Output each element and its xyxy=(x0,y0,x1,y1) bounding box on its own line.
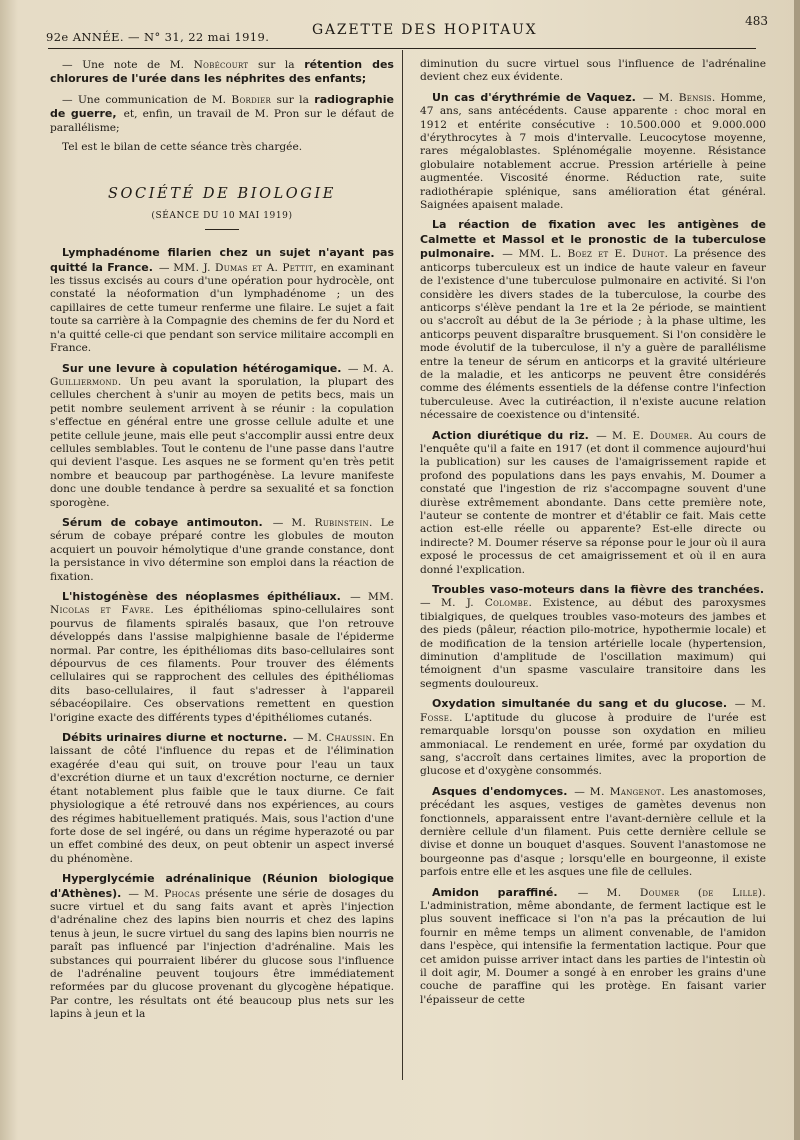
abstract-title: Sérum de cobaye antimouton. xyxy=(62,515,263,529)
abstract-text: présente une série de dosages du sucre virtuel et du sang faits avant et après l'injection d'adrénaline chez des lapins bien nourris et chez des lapins tenus à jeun, le sucre virtuel du sang des lapins bien nourris ne paraît pas influencé par l'injection d'adrénaline. Mais les substances qui pourraient libérer du glucose sous l'influence de l'adrénaline peuvent toujours être immédiatement reformées par du glucose provenant du glycogène hépatique. Par contre, les résultats ont été beaucoup plus nets sur les lapins à jeun et la xyxy=(50,887,394,1021)
journal-title: GAZETTE DES HOPITAUX xyxy=(312,22,538,38)
column-separator xyxy=(402,50,403,1080)
abstract-entry: La réaction de fixation avec les antigènes de Calmette et Massol et le pronostic de la tuberculose pulmonaire. — MM. L. Boez et E. Duhot. La présence des anticorps tuberculeux est un indice de haute valeur en faveur de l'existence d'une tuberculose pulmonaire en activité. Si l'on considère les divers stades de la tuberculose, la courbe des anticorps s'élève pendant la 1re et la 2e période, se maintient ou s'accroît au début de la 3e période ; à la phase ultime, les anticorps peuvent disparaître brusquement. Si l'on considère le mode évolutif de la tuberculose, il n'y a guère de parallélisme entre la teneur de sérum en anticorps et la gravité ultérieure de la maladie, et les anticorps ne peuvent être considérés comme des éléments essentiels de la défense contre l'infection tuberculeuse. Avec la cutiréaction, il n'existe aucune relation nécessaire de coexistence ou d'intensité. xyxy=(420,218,766,422)
page-number: 483 xyxy=(745,14,768,28)
abstract-text: Au cours de l'enquête qu'il a faite en 1917 (et dont il commence aujourd'hui la publication) sur les causes de l'amaigrissement rapide et profond des populations dans les pays envahis, M. Doumer a constaté que l'ingestion de riz s'accompagne souvent d'une diurèse extrêmement abondante. Dans cette première note, l'auteur se contente de montrer et d'établir ce fait. Mais cette action est-elle réelle ou apparente? Est-elle directe ou indirecte? M. Doumer réserve sa réponse pour le jour où il aura exposé le processus de cet amaigrissement et où il en aura donné l'explication. xyxy=(420,429,767,576)
closing-line: Tel est le bilan de cette séance très chargée. xyxy=(62,141,303,154)
right-column xyxy=(420,58,766,1013)
abstract-entry: Amidon paraffiné. — M. Doumer (de Lille). L'administration, même abondante, de ferment lactique est le plus souvent inefficace si l'on n'a pas la précaution de lui fournir en même temps un aliment convenable, de l'amidon dans l'espèce, qui intensifie la fermentation lactique. Pour que cet amidon puisse arriver intact dans les parties de l'intestin où il doit agir, M. Doumer a songé à en enrober les grains d'une couche de paraffine qui les protège. En faisant varier l'épaisseur de cette xyxy=(420,885,766,1006)
abstract-authors: M. E. Doumer. xyxy=(612,429,693,442)
section-rule xyxy=(205,229,239,230)
abstract-entry: L'histogénèse des néoplasmes épithéliaux. — MM. Nicolas et Favre. Les épithéliomas spino-cellulaires sont pourvus de filaments spiralés basaux, que l'on retrouve développés dans l'assise malpighienne basale de l'épiderme normal. Par contre, les épithéliomas dits baso-cellulaires sont dépourvus de ces filaments. Pour trouver des éléments cellulaires qui se rapprochent des cellules des épithéliomas dits baso-cellulaires, il faut s'adresser à l'appareil sébacéopilaire. Ces observations remettent en question l'origine exacte des différents types d'épithéliomes cutanés. xyxy=(50,590,394,724)
intro-author: Bordier xyxy=(231,93,272,106)
intro-text: sur la xyxy=(248,59,305,71)
intro-note-1 xyxy=(50,58,394,87)
abstract-authors: M. Fosse. xyxy=(420,698,766,724)
abstract-authors: M. Phocas xyxy=(144,887,201,900)
continuation-text: diminution du sucre virtuel sous l'influence de l'adrénaline devient chez eux évidente. xyxy=(420,58,766,84)
abstract-entry: Un cas d'érythrémie de Vaquez. — M. Bensis. Homme, 47 ans, sans antécédents. Cause apparente : choc moral en 1912 et entérite consécutive : 10.500.000 et 9.000.000 d'érythrocytes à 7 mois d'intervalle. Leucocytose moyenne, rares mégaloblastes. Splénomégalie moyenne. Résistance globulaire notablement accrue. Pression artérielle à peine augmentée. Viscosité énorme. Réduction rate, suite radiothérapie splénique, sans amélioration état général. Saignées apaisent malade. xyxy=(420,90,766,212)
intro-topic: radiographie de guerre, xyxy=(50,92,394,121)
abstract-text: Le sérum de cobaye préparé contre les globules de mouton acquiert un pouvoir hémolytique d'une grande constance, dont la persistance in vivo détermine son emploi dans la réaction de fixation. xyxy=(50,516,394,583)
abstract-entry: Débits urinaires diurne et nocturne. — M. Chaussin. En laissant de côté l'influence du repas et de l'élimination exagérée d'eau qui suit, on trouve pour l'eau un taux d'excrétion diurne et un taux d'excrétion nocturne, ce dernier étant notablement plus faible que le taux diurne. Ce fait physiologique a été retrouvé dans nos expériences, au cours des régimes habituellement pratiqués. Mais, sous l'action d'une forte dose de sel ingéré, ou dans un régime hyperazoté ou par un effet combiné des deux, on peut obtenir un aspect inversé du phénomène. xyxy=(50,731,394,865)
intro-author: Nobécourt xyxy=(193,59,249,71)
abstract-title: Oxydation simultanée du sang et du glucose. xyxy=(432,697,728,711)
abstract-authors: MM. L. Boez et E. Duhot. xyxy=(518,248,669,261)
abstract-authors: MM. J. Dumas et A. Pettit, xyxy=(173,261,317,274)
abstract-authors: M. J. Colombe. xyxy=(441,597,533,610)
abstract-authors: M. Rubinstein. xyxy=(291,516,373,529)
abstract-entry: Asques d'endomyces. — M. Mangenot. Les anastomoses, précédant les asques, vestiges de gamètes devenus non fonctionnels, apparaissent entre l'avant-dernière cellule et la dernière cellule d'un filament. Puis cette dernière cellule se divise et donne un bouquet d'asques. Souvent l'anastomose ne bourgeonne pas d'asque ; lorsqu'elle en bourgeonne, il existe parfois entre elle et les asques une file de cellules. xyxy=(420,784,766,879)
abstract-title: Amidon paraffiné. xyxy=(432,885,558,899)
abstract-text: L'administration, même abondante, de ferment lactique est le plus souvent inefficace si l'on n'a pas la précaution de lui fournir en même temps un aliment convenable, de l'amidon dans l'espèce, qui intensifie la fermentation lactique. Pour que cet amidon puisse arriver intact dans les parties de l'intestin où il doit agir, M. Doumer a songé à en enrober les grains d'une couche de paraffine qui les protège. En faisant varier l'épaisseur de cette xyxy=(420,899,766,1006)
left-column xyxy=(50,58,394,1028)
issue-line: 92e ANNÉE. — N° 31, 22 mai 1919. xyxy=(46,30,270,44)
abstract-title: Hyperglycémie adrénalinique (Réunion biologique d'Athènes). xyxy=(50,872,394,900)
abstract-title: Lymphadénome filarien chez un sujet n'ayant pas quitté la France. xyxy=(50,246,394,274)
intro-text: et, enfin, un travail de M. Pron sur le défaut de parallélisme; xyxy=(50,108,394,134)
abstract-text: Les anastomoses, précédant les asques, vestiges de gamètes devenus non fonctionnels, apparaissent entre l'avant-dernière cellule et la dernière cellule d'un filament. Puis cette dernière cellule se divise et donne un bouquet d'asques. Souvent l'anastomose ne bourgeonne pas d'asque ; lorsqu'elle en bourgeonne, il existe parfois entre elle et les asques une file de cellules. xyxy=(420,785,766,879)
abstract-entry: Lymphadénome filarien chez un sujet n'ayant pas quitté la France. — MM. J. Dumas et A. Pettit, en examinant les tissus excisés au cours d'une opération pour hydrocèle, ont constaté la néoformation d'un lymphadénome ; un des capillaires de cette tumeur renferme une filaire. Le sujet a fait toute sa carrière à la Compagnie des chemins de fer du Nord et n'a quitté celle-ci que pendant son service militaire accompli en France. xyxy=(50,246,394,355)
abstract-entry: Sérum de cobaye antimouton. — M. Rubinstein. Le sérum de cobaye préparé contre les globules de mouton acquiert un pouvoir hémolytique d'une grande constance, dont la persistance in vivo détermine son emploi dans la réaction de fixation. xyxy=(50,515,394,583)
abstract-text: Homme, 47 ans, sans antécédents. Cause apparente : choc moral en 1912 et entérite consécutive : 10.500.000 et 9.000.000 d'érythrocytes à 7 mois d'intervalle. Leucocytose moyenne, rares mégaloblastes. Splénomégalie moyenne. Résistance globulaire notablement accrue. Pression artérielle à peine augmentée. Viscosité énorme. Réduction rate, suite radiothérapie splénique, sans amélioration état général. Saignées apaisent malade. xyxy=(420,91,766,212)
abstract-title: Sur une levure à copulation hétérogamique. xyxy=(62,361,342,375)
abstract-title: Débits urinaires diurne et nocturne. xyxy=(62,731,288,745)
abstract-text: L'aptitude du glucose à produire de l'urée est remarquable lorsqu'on pousse son oxydation en milieu ammoniacal. Le rendement en urée, formé par oxydation du sang, s'accroît dans certaines limites, avec la proportion de glucose et d'oxygène consommés. xyxy=(420,711,766,778)
abstract-authors: M. Chaussin. xyxy=(307,732,376,745)
intro-note-2 xyxy=(50,93,394,135)
running-header xyxy=(40,14,780,50)
abstract-text: En laissant de côté l'influence du repas et de l'élimination exagérée d'eau qui suit, on trouve pour l'eau un taux d'excrétion diurne et un taux d'excrétion nocturne, ce dernier étant notablement plus faible que le taux diurne. Ce fait physiologique a été retrouvé dans nos expériences, au cours des régimes habituellement pratiqués. Mais, sous l'action d'une forte dose de sel ingéré, ou dans un régime hyperazoté ou par un effet combiné des deux, on peut obtenir un aspect inversé du phénomène. xyxy=(50,732,394,865)
abstract-text: Les épithéliomas spino-cellulaires sont pourvus de filaments spiralés basaux, que l'on retrouve développés dans l'assise malpighienne basale de l'épiderme normal. Par contre, les épithéliomas dits baso-cellulaires sont dépourvus de ces filaments. Pour trouver des éléments cellulaires qui se rapprochent des cellules des épithéliomas dits baso-cellulaires, il faut s'adresser à l'appareil sébacéopilaire. Ces observations remettent en question l'origine exacte des différents types d'épithéliomes cutanés. xyxy=(50,604,394,724)
intro-text: sur la xyxy=(271,93,315,106)
abstract-title: Un cas d'érythrémie de Vaquez. xyxy=(432,90,636,104)
abstract-entry: Sur une levure à copulation hétérogamique. — M. A. Guilliermond. Un peu avant la sporulation, la plupart des cellules cherchent à s'unir au moyen de petits becs, mais un petit nombre seulement arrivent à se réunir : la copulation s'effectue en général entre une grosse cellule adulte et une petite cellule jeune, mais elle peut s'accomplir aussi entre deux cellules semblables. Tout le contenu de l'une passe dans l'autre qui devient l'asque. Les asques ne se forment qu'en très petit nombre et beaucoup par parthogénèse. La levure manifeste donc une double tendance à perdre sa sexualité et sa fonction sporogène. xyxy=(50,361,394,509)
abstract-authors: M. A. Guilliermond. xyxy=(50,362,394,388)
abstract-authors: MM. Nicolas et Favre. xyxy=(50,591,394,617)
abstract-text: en examinant les tissus excisés au cours d'une opération pour hydrocèle, ont constaté la néoformation d'un lymphadénome ; un des capillaires de cette tumeur renferme une filaire. Le sujet a fait toute sa carrière à la Compagnie des chemins de fer du Nord et n'a quitté celle-ci que pendant son service militaire accompli en France. xyxy=(50,261,394,355)
page-edge xyxy=(794,0,800,1140)
abstract-entry: Troubles vaso-moteurs dans la fièvre des tranchées. — M. J. Colombe. Existence, au début des paroxysmes tibialgiques, de quelques troubles vaso-moteurs des jambes et des pieds (pâleur, réaction pilo-motrice, hypothermie locale) et de modification de la tension artérielle locale (hypertension, diminution d'amplitude de l'oscillation maximum) qui témoignent d'un spasme vasculaire transitoire dans les segments douloureux. xyxy=(420,583,766,690)
abstract-entry: Oxydation simultanée du sang et du glucose. — M. Fosse. L'aptitude du glucose à produire de l'urée est remarquable lorsqu'on pousse son oxydation en milieu ammoniacal. Le rendement en urée, formé par oxydation du sang, s'accroît dans certaines limites, avec la proportion de glucose et d'oxygène consommés. xyxy=(420,697,766,778)
abstract-text: Existence, au début des paroxysmes tibialgiques, de quelques troubles vaso-moteurs des jambes et des pieds (pâleur, réaction pilo-motrice, hypothermie locale) et de modification de la tension artérielle locale (hypertension, diminution d'amplitude de l'oscillation maximum) qui témoignent d'un spasme vasculaire transitoire dans les segments douloureux. xyxy=(420,597,766,690)
abstract-text: Un peu avant la sporulation, la plupart des cellules cherchent à s'unir au moyen de petits becs, mais un petit nombre seulement arrivent à se réunir : la copulation s'effectue en général entre une grosse cellule adulte et une petite cellule jeune, mais elle peut s'accomplir aussi entre deux cellules semblables. Tout le contenu de l'une passe dans l'autre qui devient l'asque. Les asques ne se forment qu'en très petit nombre et beaucoup par parthogénèse. La levure manifeste donc une double tendance à perdre sa sexualité et sa fonction sporogène. xyxy=(50,375,394,509)
intro-topic: rétention des chlorures de l'urée dans les néphrites des enfants; xyxy=(50,58,394,86)
abstract-text: La présence des anticorps tuberculeux est un indice de haute valeur en faveur de l'existence d'une tuberculose pulmonaire en activité. Si l'on considère les divers stades de la tuberculose, la courbe des anticorps s'élève pendant la 1re et la 2e période, se maintient ou s'accroît au début de la 3e période ; à la phase ultime, les anticorps peuvent disparaître brusquement. Si l'on considère le mode évolutif de la tuberculose, il n'y a guère de parallélisme entre la teneur de sérum en anticorps et la gravité ultérieure de la maladie, et les anticorps ne peuvent être considérés comme des éléments essentiels de la défense contre l'infection tuberculeuse. Avec la cutiréaction, il n'existe aucune relation nécessaire de coexistence ou d'intensité. xyxy=(420,248,766,422)
abstract-title: Asques d'endomyces. xyxy=(432,784,568,798)
abstract-title: Action diurétique du riz. xyxy=(432,428,589,442)
abstract-authors: M. Bensis. xyxy=(658,91,716,104)
intro-text: — Une note de M. xyxy=(62,59,194,71)
abstract-title: La réaction de fixation avec les antigènes de Calmette et Massol et le pronostic de la tuberculose pulmonaire. xyxy=(420,218,766,261)
section-title: SOCIÉTÉ DE BIOLOGIE xyxy=(108,186,336,203)
abstract-authors: M. Doumer (de Lille). xyxy=(606,886,766,899)
abstract-title: L'histogénèse des néoplasmes épithéliaux. xyxy=(62,590,341,603)
header-rule xyxy=(48,48,756,49)
abstract-authors: M. Mangenot. xyxy=(589,785,666,798)
intro-text: — Une communication de M. xyxy=(62,93,232,106)
abstract-entry: Action diurétique du riz. — M. E. Doumer. Au cours de l'enquête qu'il a faite en 1917 (et dont il commence aujourd'hui la publication) sur les causes de l'amaigrissement rapide et profond des populations dans les pays envahis, M. Doumer a constaté que l'ingestion de riz s'accompagne souvent d'une diurèse extrêmement abondante. Dans cette première note, l'auteur se contente de montrer et d'établir ce fait. Mais cette action est-elle réelle ou apparente? Est-elle directe ou indirecte? M. Doumer réserve sa réponse pour le jour où il aura exposé le processus de cet amaigrissement et où il en aura donné l'explication. xyxy=(420,428,767,576)
section-date: (SÉANCE DU 10 MAI 1919) xyxy=(151,210,293,221)
abstract-entry: Hyperglycémie adrénalinique (Réunion biologique d'Athènes). — M. Phocas présente une série de dosages du sucre virtuel et du sang faits avant et après l'injection d'adrénaline chez des lapins bien nourris et chez des lapins tenus à jeun, le sucre virtuel du sang des lapins bien nourris ne paraît pas influencé par l'injection d'adrénaline. Mais les substances qui pourraient libérer du glucose sous l'influence de l'adrénaline peuvent toujours être immédiatement reformées par du glucose provenant du glycogène hépatique. Par contre, les résultats ont été beaucoup plus nets sur les lapins à jeun et la xyxy=(50,872,394,1021)
abstract-title: Troubles vaso-moteurs dans la fièvre des tranchées. xyxy=(432,583,764,597)
